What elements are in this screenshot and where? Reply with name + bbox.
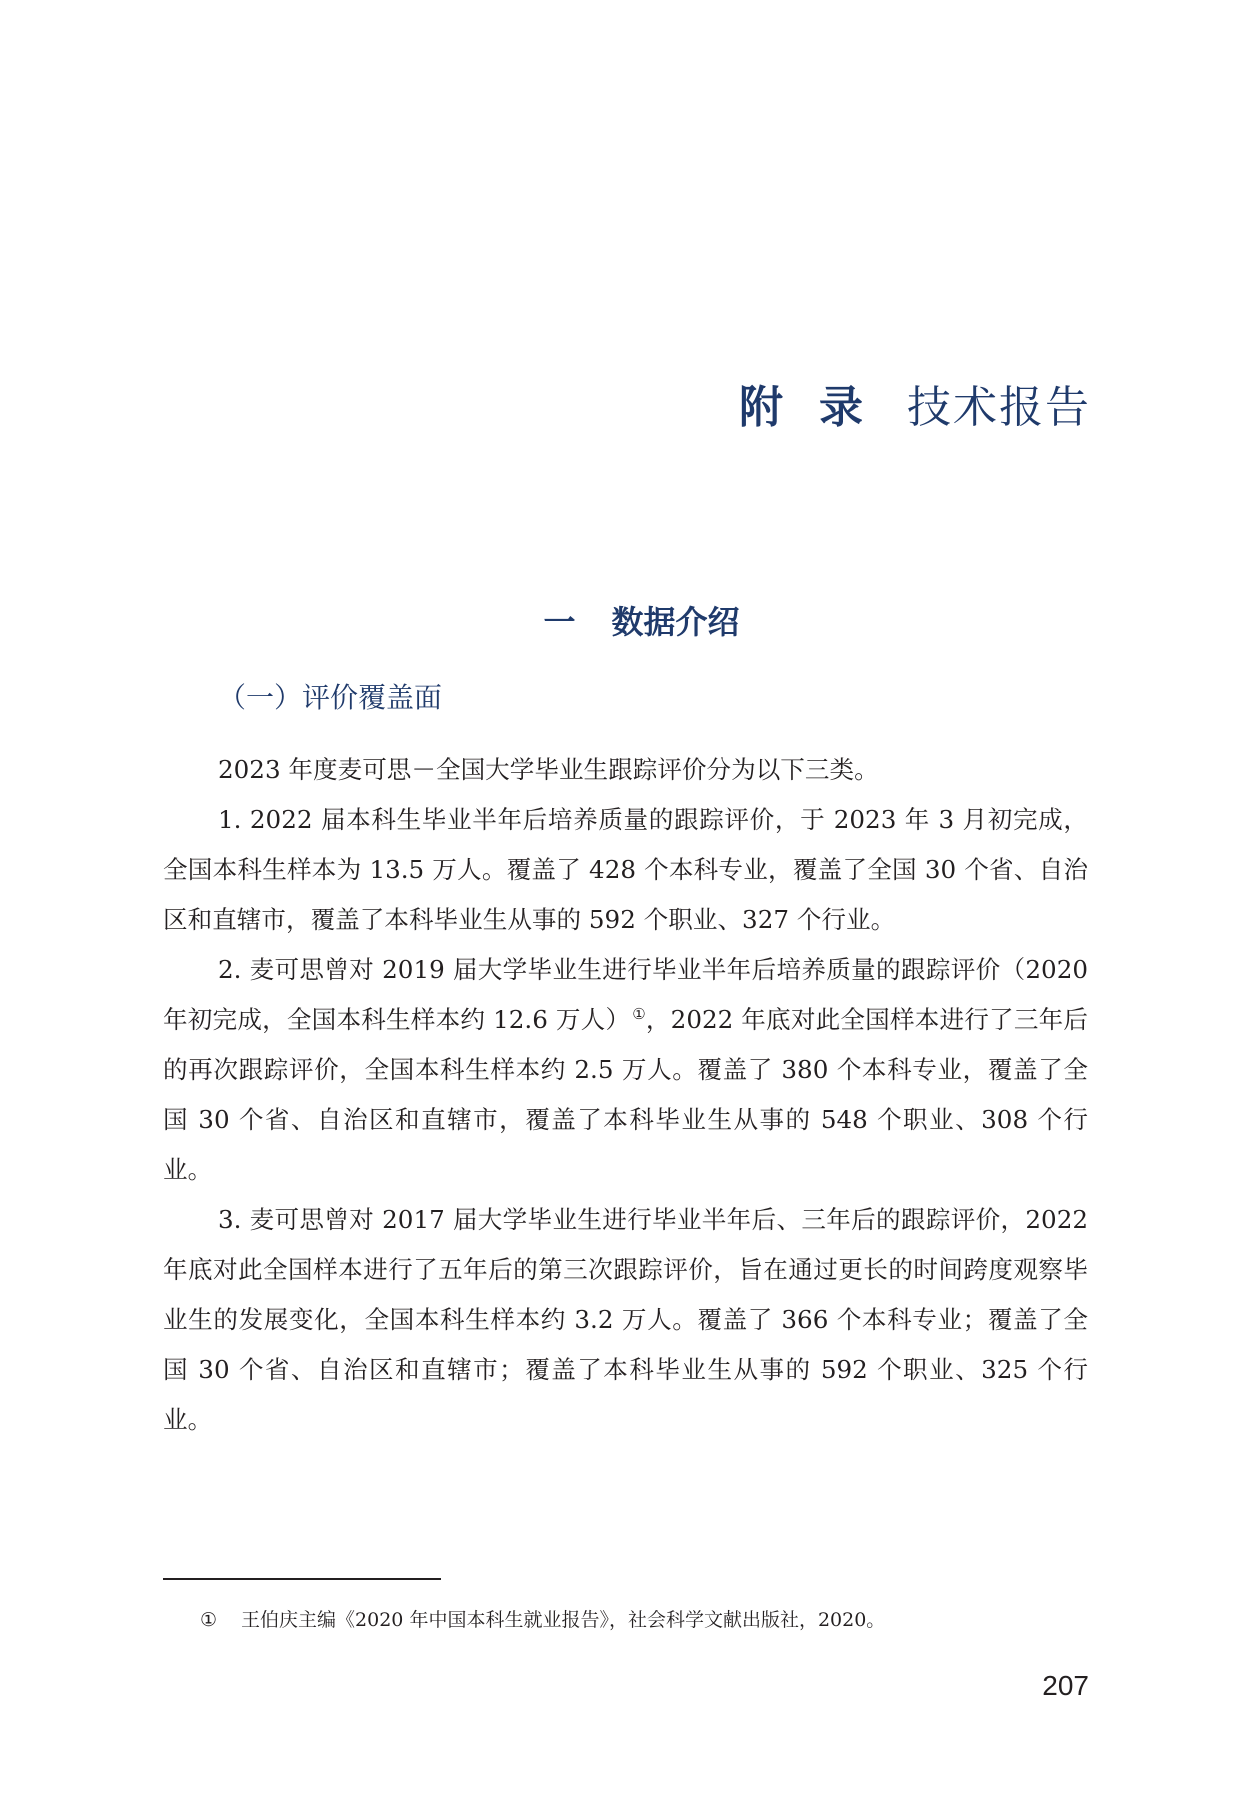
footnote-text: 王伯庆主编《2020 年中国本科生就业报告》，社会科学文献出版社，2020。: [241, 1609, 886, 1631]
subsection-heading: （一）评价覆盖面: [218, 681, 443, 714]
footnote-divider: [163, 1578, 441, 1580]
paragraph-item-2: [163, 945, 1088, 1195]
footnote-mark: ①: [200, 1609, 218, 1631]
paragraph-item-3: 3. 麦可思曾对 2017 届大学毕业生进行毕业半年后、三年后的跟踪评价，2022 年底对此全国样本进行了五年后的第三次跟踪评价，旨在通过更长的时间跨度观察毕业生的发展变化，全国本科生样本约 3.2 万人。覆盖了 366 个本科专业；覆盖了全国 30 个省、自治区和直辖市；覆盖了本科毕业生从事的 592 个职业、325 个行业。: [163, 1205, 1088, 1434]
section-title: 数据介绍: [611, 603, 740, 641]
appendix-name: 技术报告: [907, 382, 1091, 433]
appendix-label: 附录: [739, 382, 899, 433]
appendix-title: [739, 378, 1091, 438]
section-heading: [0, 600, 1247, 644]
body-text: [163, 745, 1088, 1445]
paragraph-intro: 2023 年度麦可思－全国大学毕业生跟踪评价分为以下三类。: [218, 755, 879, 784]
paragraph-item-1: 1. 2022 届本科生毕业半年后培养质量的跟踪评价，于 2023 年 3 月初完成，全国本科生样本为 13.5 万人。覆盖了 428 个本科专业，覆盖了全国 30 个省、自治区和直辖市，覆盖了本科毕业生从事的 592 个职业、327 个行业。: [163, 805, 1088, 934]
footnote: [200, 1606, 885, 1634]
paragraph-item-2-part-1: 2. 麦可思曾对 2019 届大学毕业生进行毕业半年后培养质量的跟踪评价（2020 年初完成，全国本科生样本约 12.6 万人）: [163, 955, 1088, 1034]
paragraph-item-2-part-2: ，2022 年底对此全国样本进行了三年后的再次跟踪评价，全国本科生样本约 2.5 万人。覆盖了 380 个本科专业，覆盖了全国 30 个省、自治区和直辖市，覆盖了本科毕业生从事的 548 个职业、308 个行业。: [163, 1005, 1088, 1184]
section-number: 一: [543, 603, 576, 641]
page-number: 207: [1042, 1670, 1089, 1701]
footnote-reference[interactable]: ①: [632, 1004, 646, 1023]
